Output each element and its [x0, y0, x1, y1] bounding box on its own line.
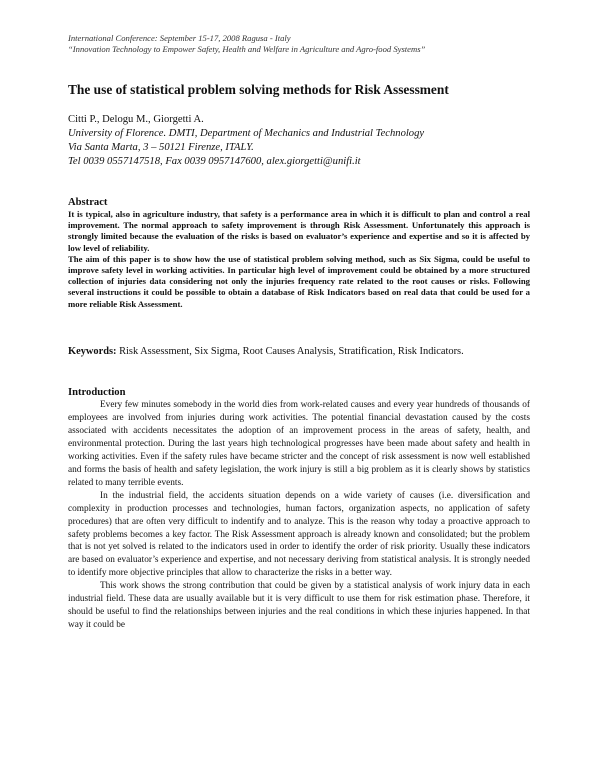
abstract-paragraph: The aim of this paper is to show how the use of statistical problem solving method, such as Six Sigma, could be useful to improve safety level in working activities. In particular high level of improvement could be obtained by a more structured collection of injuries data considering not only the injuries frequency rate related to the root causes or risks. Following several instructions it could be possible to obtain a database of Risk Indicators based on real data that could be used for a more reliable Risk Assessment.	[68, 253, 530, 309]
introduction-paragraph: Every few minutes somebody in the world dies from work-related causes and every year hundreds of thousands of employees are involved from injuries during work activities. The potential financial devastation caused by the costs associated with accidents necessitates the adoption of an improvement process in the areas of safety, health, and environmental protection. During the last years high technological progresses have been made about safety and health in working activities. Even if the safety rules have became stricter and the concept of risk assessment is now well established and forms the basis of health and safety legislation, the work injury is still a big problem as it is clearly shows by statistics related to many terrible events.	[68, 400, 530, 488]
conference-theme: “Innovation Technology to Empower Safety, Health and Welfare in Agriculture and Agro-food Systems”	[68, 44, 426, 54]
author-block	[68, 113, 538, 169]
abstract-paragraph: It is typical, also in agriculture industry, that safety is a performance area in which it is difficult to plan and control a real improvement. The normal approach to safety improvement is through Risk Assessment. Unfortunately this approach is strongly limited because the evaluation of the risks is based on evaluator’s experience and expertise and so it is affected by low level of reliability.	[68, 209, 530, 253]
paper-title: The use of statistical problem solving methods for Risk Assessment	[68, 82, 449, 97]
author-names: Citti P., Delogu M., Giorgetti A.	[68, 114, 204, 125]
abstract-heading: Abstract	[68, 197, 108, 208]
conference-header	[68, 33, 538, 55]
author-contact: Tel 0039 0557147518, Fax 0039 0957147600, alex.giorgetti@unifi.it	[68, 156, 361, 167]
author-affiliation: University of Florence. DMTI, Department of Mechanics and Industrial Technology	[68, 128, 425, 139]
introduction-heading: Introduction	[68, 387, 126, 398]
keywords-label: Keywords:	[68, 346, 117, 357]
introduction-paragraph: This work shows the strong contribution that could be given by a statistical analysis of work injury data in each industrial field. These data are usually available but it is very difficult to use them for risk estimation phase. Therefore, it should be useful to find the relationships between injuries and the real conditions in which these injuries happened. In that way it could be	[68, 581, 530, 631]
abstract-section	[68, 196, 530, 310]
introduction-paragraph: In the industrial field, the accidents situation depends on a wide variety of causes (i.e. diversification and complexity in production processes and technologies, human factors, organization aspects, no application of safety procedures) that are often very difficult to indentify and to analyze. This is the reason why today a proactive approach to safety problems becomes a key factor. The Risk Assessment approach is already known and consolidated; but the problem that is not yet solved is related to the indicators used in order to identify the order of risk priority. Usually these indicators are based on evaluator’s experience and expertise, and not necessary deriving from statistical analysis. It is strongly needed to identify more objective principles that allow to characterize the risks in a better way.	[68, 490, 530, 579]
introduction-section	[68, 386, 530, 632]
author-address: Via Santa Marta, 3 – 50121 Firenze, ITALY.	[68, 142, 254, 153]
keywords-line	[68, 345, 538, 358]
keywords-text: Risk Assessment, Six Sigma, Root Causes Analysis, Stratification, Risk Indicators.	[116, 346, 464, 357]
conference-line: International Conference: September 15-17, 2008 Ragusa - Italy	[68, 33, 291, 43]
